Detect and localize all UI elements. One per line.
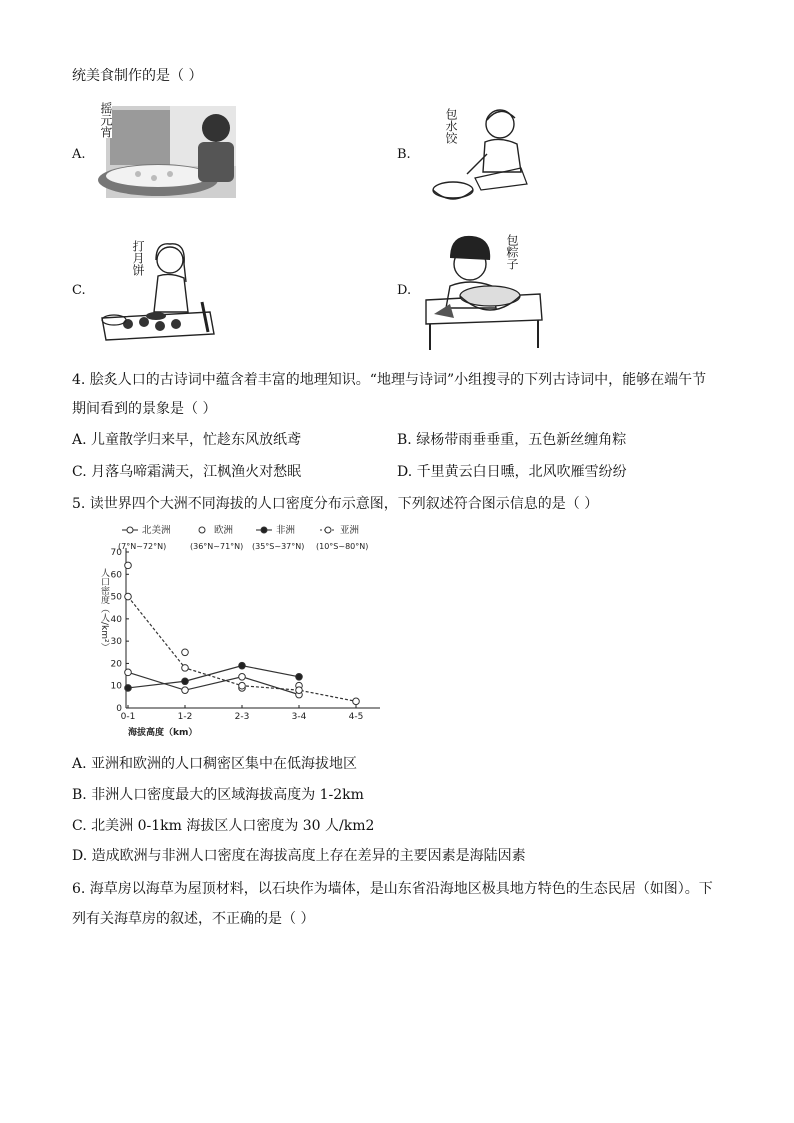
- legend-marker: [325, 527, 331, 533]
- q5-stem: 5. 读世界四个大洲不同海拔的人口密度分布示意图，下列叙述符合图示信息的是（ ）: [72, 496, 599, 512]
- q3-option-a-illustration: [98, 98, 243, 202]
- legend-range: (10°S~80°N): [316, 542, 369, 551]
- q5-option-b: B. 非洲人口密度最大的区域海拔高度为 1-2km: [72, 787, 364, 803]
- data-point: [182, 649, 189, 656]
- q3-option-a-letter: A.: [72, 147, 86, 162]
- population-density-chart-svg: [98, 520, 398, 745]
- q3-option-c-illustration: [98, 232, 218, 347]
- legend-marker: [199, 527, 205, 533]
- data-point: [125, 669, 132, 676]
- legend-range: (7°N~72°N): [118, 542, 167, 551]
- data-point: [125, 685, 132, 692]
- y-tick-label: 20: [110, 659, 122, 670]
- q3-option-d-letter: D.: [397, 283, 412, 298]
- y-axis-label: 人口密度（人/km²）: [99, 568, 109, 652]
- legend-label: 亚洲: [340, 525, 360, 536]
- y-tick-label: 0: [116, 704, 122, 714]
- q3-stem-tail: 统美食制作的是（ ）: [72, 68, 203, 84]
- y-tick-label: 40: [110, 614, 122, 625]
- data-point: [182, 665, 189, 672]
- q4-stem-line2: 期间看到的景象是（ ）: [72, 401, 217, 417]
- q4-option-c: C. 月落乌啼霜满天，江枫渔火对愁眠: [72, 464, 302, 480]
- data-point: [353, 698, 360, 705]
- q6-stem-line1: 6. 海草房以海草为屋顶材料，以石块作为墙体，是山东省沿海地区极具地方特色的生态民居（如图）。下: [72, 881, 713, 897]
- legend-marker: [127, 527, 133, 533]
- q3-option-b-caption: 包水饺: [444, 108, 458, 144]
- data-point: [125, 562, 132, 569]
- q3-option-b-illustration: [425, 98, 535, 208]
- data-point: [182, 678, 189, 685]
- data-point: [239, 662, 246, 669]
- data-point: [182, 687, 189, 694]
- data-point: [125, 593, 132, 600]
- x-tick-label: 2-3: [234, 712, 250, 722]
- y-tick-label: 60: [110, 570, 122, 581]
- q5-option-a: A. 亚洲和欧洲的人口稠密区集中在低海拔地区: [72, 756, 358, 772]
- x-axis-label: 海拔高度（km）: [128, 728, 198, 738]
- q5-option-c: C. 北美洲 0-1km 海拔区人口密度为 30 人/km2: [72, 818, 375, 834]
- x-tick-label: 1-2: [177, 712, 193, 722]
- data-point: [296, 687, 303, 694]
- data-point: [296, 674, 303, 681]
- q4-stem-line1: 4. 脍炙人口的古诗词中蕴含着丰富的地理知识。“地理与诗词”小组搜寻的下列古诗词中，能够在端午节: [72, 372, 707, 388]
- legend-label: 欧洲: [214, 525, 234, 536]
- x-tick-label: 3-4: [291, 712, 307, 722]
- q3-option-a-caption: 摇元宵: [99, 102, 113, 138]
- q3-option-c-letter: C.: [72, 283, 86, 298]
- y-tick-label: 50: [110, 592, 122, 603]
- population-density-chart: [98, 520, 398, 749]
- legend-label: 北美洲: [142, 525, 171, 536]
- q3-option-d-illustration: [420, 228, 550, 353]
- legend-marker: [261, 527, 267, 533]
- legend-label: 非洲: [276, 525, 296, 536]
- x-tick-label: 0-1: [120, 712, 136, 722]
- series-line-0: [128, 672, 299, 694]
- q3-option-b-letter: B.: [397, 147, 411, 162]
- q4-option-d: D. 千里黄云白日曛，北风吹雁雪纷纷: [397, 464, 627, 480]
- q3-option-d-caption: 包粽子: [505, 234, 519, 270]
- q4-option-a: A. 儿童散学归来早，忙趁东风放纸鸢: [72, 432, 302, 448]
- q3-option-c-caption: 打月饼: [131, 240, 145, 276]
- y-tick-label: 30: [110, 637, 122, 648]
- y-tick-label: 10: [110, 681, 122, 692]
- q4-option-b: B. 绿杨带雨垂垂重，五色新丝缠角粽: [397, 432, 627, 448]
- q5-option-d: D. 造成欧洲与非洲人口密度在海拔高度上存在差异的主要因素是海陆因素: [72, 848, 526, 864]
- data-point: [239, 682, 246, 689]
- legend-range: (36°N~71°N): [190, 542, 244, 551]
- x-tick-label: 4-5: [348, 712, 364, 722]
- y-tick-label: 70: [110, 548, 122, 558]
- q6-stem-line2: 列有关海草房的叙述，不正确的是（ ）: [72, 911, 315, 927]
- data-point: [239, 674, 246, 681]
- legend-range: (35°S~37°N): [252, 542, 305, 551]
